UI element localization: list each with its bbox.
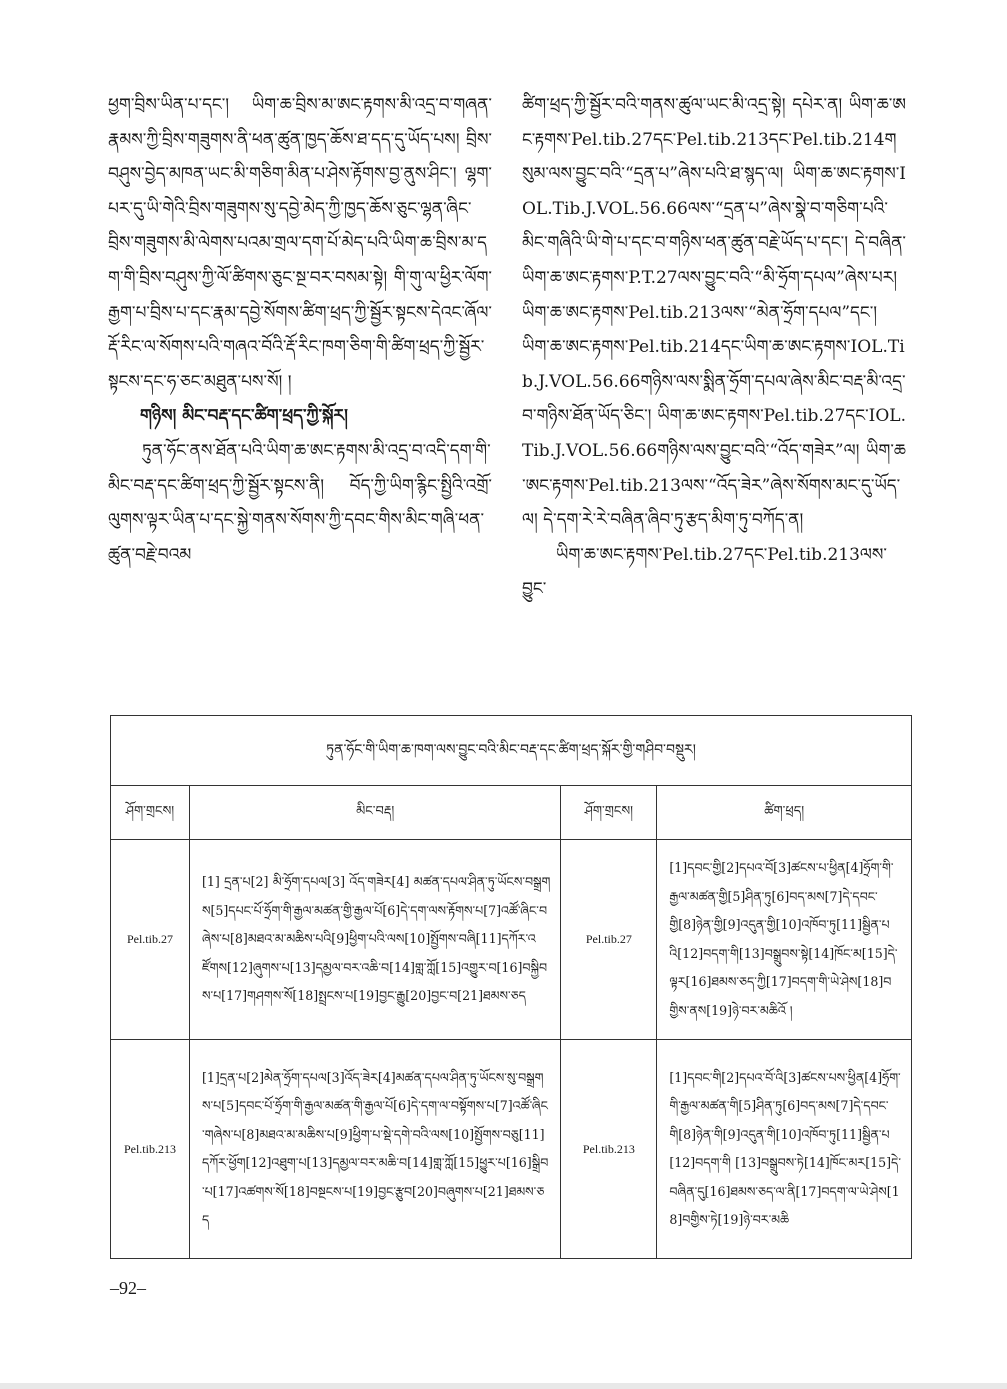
header-terms: མིང་བརྡ། bbox=[189, 786, 560, 840]
table-row bbox=[111, 840, 912, 1040]
right-paragraph-2: ཡིག་ཆ་ཨང་རྟགས་Pel.tib.27དང་Pel.tib.213ལས་བྱུང་ bbox=[522, 544, 887, 600]
page-number: –92– bbox=[110, 1278, 146, 1298]
left-paragraph-2: ཏུན་ཧོང་ནས་ཐོན་པའི་ཡིག་ཆ་ཨང་རྟགས་མི་འདྲ་བ་འདི་དག་གི་མིང་བརྡ་དང་ཚིག་ཕྲད་ཀྱི་སྦྱོར་སྟངས་ནི། བོད་ཀྱི་ཡིག་རྙིང་སྤྱིའི་འགྲོ་ལུགས་ལྟར་ཡིན་པ་དང་སྐྱེ་གནས་སོགས་ཀྱི་དབང་གིས་མིང་གཞི་ཕན་ཚུན་བརྗེ་བའམ bbox=[108, 440, 492, 565]
table-caption: ཏུན་ཧོང་གི་ཡིག་ཆ་ཁག་ལས་བྱུང་བའི་མིང་བརྡ་དང་ཚིག་ཕྲད་སྐོར་གྱི་གཤིབ་བསྡུར། bbox=[111, 716, 912, 786]
header-folio-1: ཤོག་གྲངས། bbox=[111, 786, 190, 840]
right-text-column bbox=[522, 88, 906, 607]
table-header-row bbox=[111, 786, 912, 840]
header-particles: ཚིག་ཕྲད། bbox=[657, 786, 912, 840]
table-row bbox=[111, 1040, 912, 1259]
header-folio-2: ཤོག་གྲངས། bbox=[561, 786, 657, 840]
table-caption-row bbox=[111, 716, 912, 786]
row-doc-label: Pel.tib.27 bbox=[111, 840, 190, 1040]
row-terms-cell: [1] དྲན་པ[2] མི་ཧྲོག་དཔལ[3] འོད་གཟེར[4] མཚན་དཔལ་ཤིན་ཏུ་ཡོངས་བསྒྲགས[5]དཔང་པོ་ཧྲོག་གི་རྒྱལ་མཚན་གྱི་རྒྱལ་པོ[6]དེ་དག་ལས་རྟོགས་པ[7]འཚོ་ཞིང་བཞེས་པ[8]མཐའ་མ་མཆིས་པའི[9]ཕྱིག་པའི་ལས[10]སྤྱོགས་བཞི[11]དཀོར་འཛོགས[12]ཞུགས་པ[13]དམྱལ་བར་འཆི་བ[14]གླ་ཀློ[15]འགྱུར་བ[16]བསྐྱིབས་པ[17]གཤགས་སོ[18]སྤྲངས་པ[19]བྱང་རྒྱུ[20]བྱང་བ[21]ཐམས་ཅད bbox=[189, 840, 560, 1040]
row-doc-label: Pel.tib.213 bbox=[561, 1040, 657, 1259]
left-text-column bbox=[108, 88, 492, 572]
section-heading: གཉིས། མིང་བརྡ་དང་ཚིག་ཕྲད་ཀྱི་སྐོར། bbox=[140, 406, 348, 427]
row-particles-cell: [1]དབང་གྱི[2]དཔའ་བོ[3]ཚངས་པ་ཕྱིན[4]ཧྲོག་གི་རྒྱལ་མཚན་གྱི[5]ཤིན་ཏུ[6]བད་མས[7]དེ་དབང་གྱི[8]ཉེན་གྱི[9]འདུན་གྱི[10]འཁོབ་ཏུ[11]སྦྱིན་པའི[12]བདག་གི[13]བསྒྲུབས་སྟེ[14]ཁོང་མ[15]དེ་ལྟར[16]ཐམས་ཅད་ཀྱི[17]བདག་གི་ཡེ་ཤེས[18]བགྱིས་ནས[19]ཉེ་བར་མཆིའོ ། bbox=[657, 840, 912, 1040]
comparison-table bbox=[110, 715, 912, 1259]
row-terms-cell: [1]དྲན་པ[2]མེན་ཧྲོག་དཔལ[3]འོད་ཟེར[4]མཚན་དཔལ་ཤིན་ཏུ་ཡོངས་སུ་བསྒྲགས་པ[5]དབང་པོ་ཧྲོག་གི་རྒྱལ་མཚན་གི་རྒྱལ་པོ[6]དེ་དག་ལ་བསྟོགས་པ[7]འཚོ་ཞིང་གཞེས་པ[8]མཐའ་མ་མཆིས་པ[9]ཕྱིག་པ་སྡེ་དགེ་བའི་ལས[10]སྤྱོགས་བཅུ[11]དཀོར་ཕྱོག[12]འཐུག་པ[13]དམྱལ་བར་མཆི་བ[14]གླ་ཀློ[15]ཕྱུར་པ[16]སྒྲིབ་པ[17]འཚགས་སོ[18]བསྔངས་པ[19]བྱང་རྩུབ[20]བཞུགས་པ[21]ཐམས་ཅད bbox=[189, 1040, 560, 1259]
left-paragraph-1: ཕྱག་བྲིས་ཡིན་པ་དང་། ཡིག་ཆ་བྲིས་མ་ཨང་རྟགས་མི་འདྲ་བ་གཞན་རྣམས་ཀྱི་བྲིས་གཟུགས་ནི་ཕན་ཚུན་ཁྱད་ཆོས་ཐ་དད་དུ་ཡོད་པས། བྲིས་བཤུས་བྱེད་མཁན་ཡང་མི་གཅིག་མིན་པ་ཤེས་རྟོགས་བྱ་ནུས་ཤིང་། ལྷག་པར་དུ་ཡི་གེའི་བྲིས་གཟུགས་སུ་དབྱེ་མེད་ཀྱི་ཁྱད་ཆོས་ཅུང་ལྷན་ཞིང་བྲིས་གཟུགས་མི་ལེགས་པའམ་གྲལ་དག་པོ་མེད་པའི་ཡིག་ཆ་བྲིས་མ་དག་གི་བྲིས་བཤུས་ཀྱི་ལོ་ཚིགས་ཅུང་སྔ་བར་བསམ་སྟེ། གི་གུ་ལ་ཕྱིར་ལོག་རྒྱག་པ་བྲིས་པ་དང་རྣམ་དབྱེ་སོགས་ཚིག་ཕྲད་ཀྱི་སྦྱོར་སྟངས་དེའང་ཞོལ་རྡོ་རིང་ལ་སོགས་པའི་གཞའ་བོའི་རྡོ་རིང་ཁག་ཅིག་གི་ཚིག་ཕྲད་ཀྱི་སྦྱོར་སྟངས་དང་ཧ་ཅང་མཐུན་པས་སོ། ། bbox=[108, 95, 492, 392]
row-particles-cell: [1]དབང་གི[2]དཔའ་བོ་འི[3]ཚངས་པས་ཕྱིན[4]ཧྲོག་གི་རྒྱལ་མཚན་གི[5]ཤིན་ཏུ[6]བད་མས[7]དེ་དབང་གི[8]ཉེན་གི[9]འདུན་གི[10]འཁོབ་ཏུ[11]སྦྱིན་པ[12]བདག་གི [13]བསྒྲུབས་ཏེ[14]ཁོང་མར[15]དེ་བཞིན་དུ[16]ཐམས་ཅད་ལ་ནི[17]བདག་ལ་ཡེ་ཤེས[18]བགྱིས་ཏེ[19]ཉེ་བར་མཆི bbox=[657, 1040, 912, 1259]
comparison-table-container bbox=[110, 715, 912, 1259]
page-bottom-band bbox=[0, 1383, 1007, 1389]
right-paragraph-1: ཚིག་ཕྲད་ཀྱི་སྦྱོར་བའི་གནས་ཚུལ་ཡང་མི་འདྲ་སྟེ། དཔེར་ན། ཡིག་ཆ་ཨང་རྟགས་Pel.tib.27དང་Pel.tib.213དང་Pel.tib.214གསུམ་ལས་བྱུང་བའི་“དྲན་པ”ཞེས་པའི་ཐ་སྙད་ལ། ཡིག་ཆ་ཨང་རྟགས་IOL.Tib.J.VOL.56.66ལས་“དྲན་པ”ཞེས་སྣེ་བ་གཅིག་པའི་མིང་གཞིའི་ཡི་གེ་པ་དང་བ་གཉིས་ཕན་ཚུན་བརྗེ་ཡོད་པ་དང་། དེ་བཞིན་ཡིག་ཆ་ཨང་རྟགས་P.T.27ལས་བྱུང་བའི་“མི་ཧྲོག་དཔལ”ཞེས་པར། ཡིག་ཆ་ཨང་རྟགས་Pel.tib.213ལས་“མེན་ཧྲོག་དཔལ”དང་། ཡིག་ཆ་ཨང་རྟགས་Pel.tib.214དང་ཡིག་ཆ་ཨང་རྟགས་IOL.Tib.J.VOL.56.66གཉིས་ལས་སྨིན་ཧྲོག་དཔལ་ཞེས་མིང་བརྡ་མི་འདྲ་བ་གཉིས་ཐོན་ཡོད་ཅིང་། ཡིག་ཆ་ཨང་རྟགས་Pel.tib.27དང་IOL.Tib.J.VOL.56.66གཉིས་ལས་བྱུང་བའི་“འོད་གཟེར”ལ། ཡིག་ཆ་ཨང་རྟགས་Pel.tib.213ལས་“འོད་ཟེར”ཞེས་སོགས་མང་དུ་ཡོད་ལ། དེ་དག་རེ་རེ་བཞིན་ཞིབ་ཏུ་རྩད་མིག་ཏུ་བཀོད་ན། bbox=[522, 95, 906, 531]
row-doc-label: Pel.tib.213 bbox=[111, 1040, 190, 1259]
row-doc-label: Pel.tib.27 bbox=[561, 840, 657, 1040]
